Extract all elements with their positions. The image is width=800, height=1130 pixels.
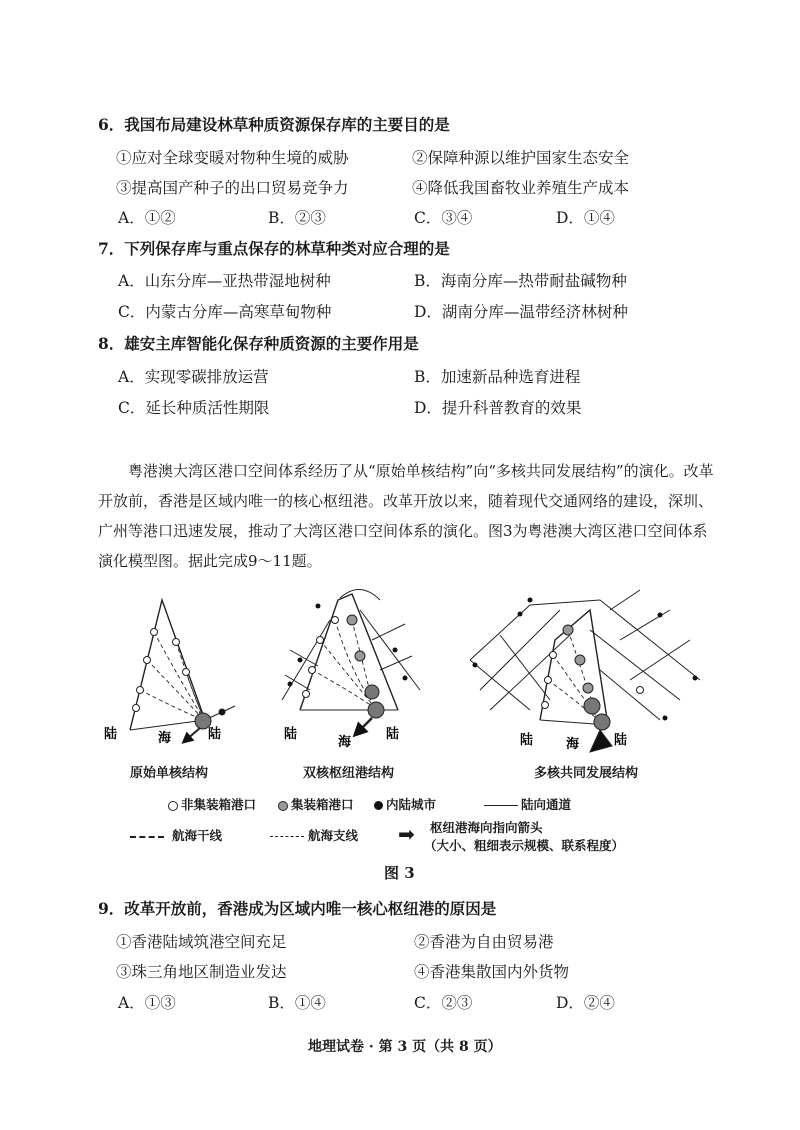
legend-inland-city-label: 内陆城市 <box>386 797 437 812</box>
q6-item-2: ②保障种源以维护国家生态安全 <box>412 149 630 167</box>
q9-option-d: D．②④ <box>556 994 615 1012</box>
q6-option-c: C．③④ <box>414 209 473 227</box>
panel1-sea-label: 海 <box>158 731 172 746</box>
legend-inland-city-icon <box>374 801 383 810</box>
caption-single-core: 原始单核结构 <box>130 766 209 781</box>
panel3-land-route <box>630 640 690 680</box>
panel3-hub-arrow <box>590 730 612 752</box>
panel2-hub-port <box>368 702 384 718</box>
panel2-inland-city <box>393 648 398 653</box>
panel3-non-container-port <box>550 652 557 659</box>
panel2-container-port <box>355 651 365 661</box>
panel3-land-route <box>470 660 530 710</box>
panel3-sea-label: 海 <box>566 737 580 752</box>
legend-non-container-label: 非集装箱港口 <box>181 797 257 812</box>
legend-sea-branch-label: 航海支线 <box>308 828 359 843</box>
panel3-inland-city <box>518 612 523 617</box>
panel2-non-container-port <box>332 617 339 624</box>
q8-option-c: C．延长种质活性期限 <box>118 399 270 417</box>
panel2-non-container-port <box>303 691 310 698</box>
legend-land-route <box>484 795 571 813</box>
panel2-hub-arrow <box>358 718 372 732</box>
panel1-non-container-port <box>183 669 190 676</box>
panel3-inland-city <box>663 716 668 721</box>
panel1-non-container-port <box>133 705 140 712</box>
q9-option-b: B．①④ <box>268 994 326 1012</box>
legend-container-label: 集装箱港口 <box>291 797 354 812</box>
panel3-container-port <box>575 655 585 665</box>
legend-sea-trunk-icon <box>130 836 164 838</box>
q7-option-b: B．海南分库—热带耐盐碱物种 <box>414 272 627 290</box>
q9-item-3: ③珠三角地区制造业发达 <box>116 963 287 981</box>
q8-stem: 8．雄安主库智能化保存种质资源的主要作用是 <box>98 334 419 353</box>
panel3-container-port <box>563 625 573 635</box>
panel3-non-container-port <box>545 677 552 684</box>
figure-3-diagram <box>0 580 800 810</box>
panel2-non-container-port <box>317 637 324 644</box>
legend-land-route-label: 陆向通道 <box>521 797 572 812</box>
q7-option-c: C．内蒙古分库—高寒草甸物种 <box>118 303 332 321</box>
legend-sea-branch <box>270 826 358 844</box>
q9-item-2: ②香港为自由贸易港 <box>414 933 554 951</box>
panel3-land-route <box>590 630 680 700</box>
panel1-land-label-right: 陆 <box>208 727 222 742</box>
legend-non-container <box>168 795 256 813</box>
panel3-non-container-port <box>542 702 549 709</box>
panel1-inland-city <box>219 709 225 715</box>
panel3-land-label-right: 陆 <box>614 733 628 748</box>
panel2-inland-city <box>288 682 293 687</box>
panel1-non-container-port <box>144 657 151 664</box>
legend-hub-arrow-icon: ➡ <box>398 822 415 846</box>
panel1-coast <box>130 720 205 730</box>
legend-container-icon <box>278 801 288 811</box>
panel3-inland-city <box>473 663 478 668</box>
q7-option-d: D．湖南分库—温带经济林树种 <box>414 303 628 321</box>
q8-option-b: B．加速新品种选育进程 <box>414 368 581 386</box>
panel1-sea-branch <box>176 642 203 717</box>
legend-sea-branch-icon <box>270 836 304 837</box>
q6-option-a: A．①② <box>118 209 176 227</box>
panel2-container-port <box>347 615 357 625</box>
panel3-land-label-left: 陆 <box>520 733 534 748</box>
panel2-land-label-right: 陆 <box>386 727 400 742</box>
caption-multi-core: 多核共同发展结构 <box>534 766 639 781</box>
panel1-non-container-port <box>173 639 180 646</box>
q6-item-4: ④降低我国畜牧业养殖生产成本 <box>412 179 630 197</box>
caption-dual-hub: 双核枢纽港结构 <box>303 766 395 781</box>
q8-option-d: D．提升科普教育的效果 <box>414 399 582 417</box>
panel-multi-core <box>470 590 700 752</box>
panel-dual-hub <box>282 589 420 732</box>
panel3-non-container-port <box>637 687 644 694</box>
panel3-container-port <box>583 683 593 693</box>
legend-sea-trunk <box>130 826 222 844</box>
panel3-land-route <box>530 600 600 605</box>
q6-item-3: ③提高国产种子的出口贸易竞争力 <box>116 179 349 197</box>
panel3-inland-city <box>658 613 663 618</box>
panel1-hub-arrow <box>186 728 200 740</box>
passage-text: 粤港澳大湾区港口空间体系经历了从“原始单核结构”向“多核共同发展结构”的演化。改革开放前，香港是区域内唯一的核心枢纽港。改革开放以来，随着现代交通网络的建设，深圳、广州等港口迅速发展，推动了大湾区港口空间体系的演化。图3为粤港澳大湾区港口空间体系演化模型图。据此完成9～11题。 <box>98 462 714 570</box>
page-footer: 地理试卷 · 第 3 页（共 8 页） <box>308 1039 502 1055</box>
q9-item-1: ①香港陆域筑港空间充足 <box>116 933 287 951</box>
panel2-inland-city <box>403 676 408 681</box>
figure-title: 图 3 <box>384 864 415 882</box>
panel2-inland-city <box>298 658 303 663</box>
q9-option-a: A．①③ <box>118 994 176 1012</box>
panel3-land-route <box>610 590 640 610</box>
panel2-land-label-left: 陆 <box>284 727 298 742</box>
panel3-inland-city <box>693 676 698 681</box>
panel2-sea-branch <box>320 640 372 704</box>
q9-item-4: ④香港集散国内外货物 <box>414 963 570 981</box>
panel1-land-label-left: 陆 <box>104 727 118 742</box>
q7-stem: 7．下列保存库与重点保存的林草种类对应合理的是 <box>98 239 450 258</box>
panel2-land-route <box>360 610 420 690</box>
panel3-hub-port <box>594 714 610 730</box>
panel1-non-container-port <box>137 687 144 694</box>
q6-option-d: D．①④ <box>556 209 615 227</box>
q9-stem: 9．改革开放前，香港成为区域内唯一核心枢纽港的原因是 <box>98 899 497 918</box>
legend-sea-trunk-label: 航海干线 <box>172 828 223 843</box>
q6-option-b: B．②③ <box>268 209 326 227</box>
panel3-inland-city <box>528 598 533 603</box>
q8-option-a: A．实现零碳排放运营 <box>118 368 269 386</box>
legend-hub-arrow-line2: （大小、粗细表示规模、联系程度） <box>424 838 625 853</box>
legend-inland-city <box>374 795 436 813</box>
panel2-land-route <box>340 589 380 600</box>
panel3-land-route <box>490 635 570 710</box>
panel2-sea-label: 海 <box>338 735 352 750</box>
panel2-non-container-port <box>309 667 316 674</box>
q6-item-1: ①应对全球变暖对物种生境的威胁 <box>116 149 349 167</box>
q6-stem: 6．我国布局建设林草种质资源保存库的主要目的是 <box>98 115 450 134</box>
legend-container <box>278 795 354 813</box>
panel1-non-container-port <box>151 629 158 636</box>
panel3-land-route <box>600 600 700 680</box>
legend-land-route-icon <box>484 805 518 806</box>
q7-option-a: A．山东分库—亚热带湿地树种 <box>118 272 331 290</box>
panel1-sea-branch <box>140 690 203 720</box>
panel3-hub-port <box>584 698 600 714</box>
q9-option-c: C．②③ <box>414 994 473 1012</box>
legend-non-container-icon <box>168 801 178 811</box>
panel2-hub-port <box>365 685 379 699</box>
panel2-inland-city <box>316 604 321 609</box>
legend-hub-arrow-line1: 枢纽港海向指向箭头 <box>430 820 543 835</box>
panel2-outline <box>300 594 398 710</box>
panel-single-core <box>130 600 235 740</box>
panel1-outline <box>130 600 205 730</box>
